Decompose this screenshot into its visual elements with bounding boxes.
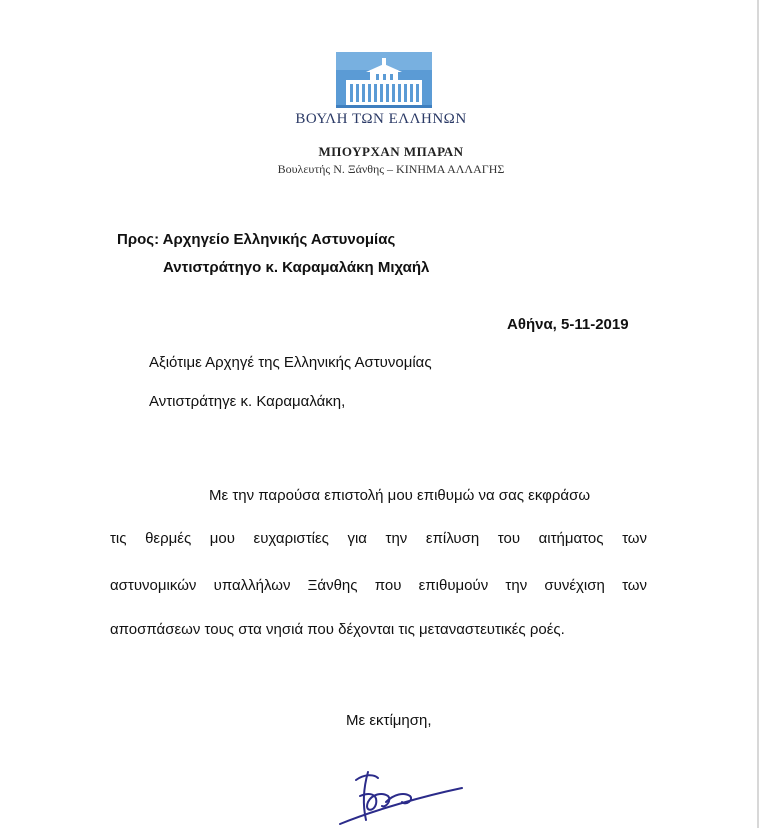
page-edge [757, 0, 759, 828]
body-line-4: αποσπάσεων τους στα νησιά που δέχονται τις μεταναστευτικές ροές. [110, 621, 565, 638]
mp-role: Βουλευτής Ν. Ξάνθης – ΚΙΝΗΜΑ ΑΛΛΑΓΗΣ [277, 162, 505, 176]
recipient-line-1: Προς: Αρχηγείο Ελληνικής Αστυνομίας [117, 231, 396, 248]
parliament-name: ΒΟΥΛΗ ΤΩΝ ΕΛΛΗΝΩΝ [295, 111, 467, 127]
body-line-2: τις θερμές μου ευχαριστίες για την επίλυση του αιτήματος των [110, 530, 647, 547]
closing: Με εκτίμηση, [346, 712, 432, 729]
body-line-1: Με την παρούσα επιστολή μου επιθυμώ να σας εκφράσω [209, 487, 591, 504]
handwritten-signature-icon [334, 766, 470, 828]
parliament-building-icon [336, 52, 432, 108]
salutation-line-2: Αντιστράτηγε κ. Καραμαλάκη, [149, 393, 346, 410]
recipient-line-2: Αντιστράτηγο κ. Καραμαλάκη Μιχαήλ [163, 259, 430, 276]
letter-date: Αθήνα, 5-11-2019 [507, 316, 629, 333]
body-line-3: αστυνομικών υπαλλήλων Ξάνθης που επιθυμούν την συνέχιση των [110, 577, 647, 594]
mp-name: ΜΠΟΥΡΧΑΝ ΜΠΑΡΑΝ [318, 144, 464, 159]
salutation-line-1: Αξιότιμε Αρχηγέ της Ελληνικής Αστυνομίας [149, 354, 432, 371]
